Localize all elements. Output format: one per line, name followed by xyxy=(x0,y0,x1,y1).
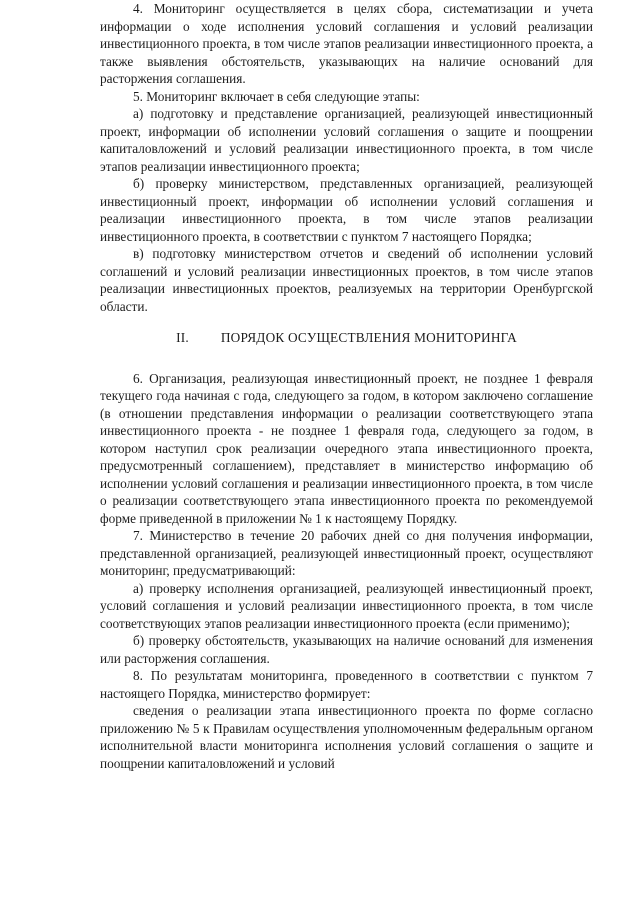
paragraph-5-item-c: в) подготовку министерством отчетов и сведений об исполнении условий соглашений и условий реализации инвестиционных проектов, в том числе этапов реализации инвестиционных проектов, реализуемых на территории Оренбургской области. xyxy=(100,246,593,314)
paragraph-7: 7. Министерство в течение 20 рабочих дней со дня получения информации, представленной организацией, реализующей инвестиционный проект, осуществляют мониторинг, предусматривающий: xyxy=(100,528,593,578)
paragraph-5-item-a: а) подготовку и представление организацией, реализующей инвестиционный проект, информации об исполнении условий соглашения о защите и поощрении капиталовложений и условий реализации инвестиционного проекта, в том числе этапов реализации инвестиционного проекта; xyxy=(100,106,593,174)
paragraph-7-item-a: а) проверку исполнения организацией, реализующей инвестиционный проект, условий соглашения и условий реализации инвестиционного проекта, в том числе соответствующих этапов реализации инвестиционного проекта (если применимо); xyxy=(100,580,593,631)
paragraph-8-item-1: сведения о реализации этапа инвестиционного проекта по форме согласно приложению № 5 к Правилам осуществления уполномоченным федеральным органом исполнительной власти мониторинга исполнения условий соглашения о защите и поощрении капиталовложений и условий xyxy=(100,703,593,771)
section-title: ПОРЯДОК ОСУЩЕСТВЛЕНИЯ МОНИТОРИНГА xyxy=(220,330,517,345)
paragraph-8: 8. По результатам мониторинга, проведенного в соответствии с пунктом 7 настоящего Порядка, министерство формирует: xyxy=(100,668,593,701)
section-heading xyxy=(100,329,593,347)
paragraph-4: 4. Мониторинг осуществляется в целях сбора, систематизации и учета информации о ходе исполнения условий соглашения и условий реализации инвестиционного проекта, в том числе этапов реализации инвестиционного проекта, а также выявления обстоятельств, указывающих на наличие оснований для расторжения соглашения. xyxy=(100,1,593,86)
document-page xyxy=(100,0,593,905)
section-number: II. xyxy=(176,330,189,345)
paragraph-7-item-b: б) проверку обстоятельств, указывающих на наличие оснований для изменения или расторжения соглашения. xyxy=(100,633,593,666)
paragraph-5: 5. Мониторинг включает в себя следующие этапы: xyxy=(133,88,420,104)
paragraph-5-item-b: б) проверку министерством, представленных организацией, реализующей инвестиционный проект, информации об исполнении условий соглашения и реализации инвестиционного проекта, в том числе этапов реализации инвестиционного проекта, в соответствии с пунктом 7 настоящего Порядка; xyxy=(100,176,593,244)
paragraph-6: 6. Организация, реализующая инвестиционный проект, не позднее 1 февраля текущего года начиная с года, следующего за годом, в котором заключено соглашение (в отношении представления информации о реализации соответствующего этапа инвестиционного проекта - не позднее 1 февраля года, следующего за годом, в котором наступил срок реализации очередного этапа инвестиционного проекта, предусмотренный соглашением), представляет в министерство информацию об исполнении условий соглашения и реализации инвестиционного проекта, в том числе о реализации соответствующего этапа инвестиционного проекта по рекомендуемой форме приведенной в приложении № 1 к настоящему Порядку. xyxy=(100,370,593,526)
